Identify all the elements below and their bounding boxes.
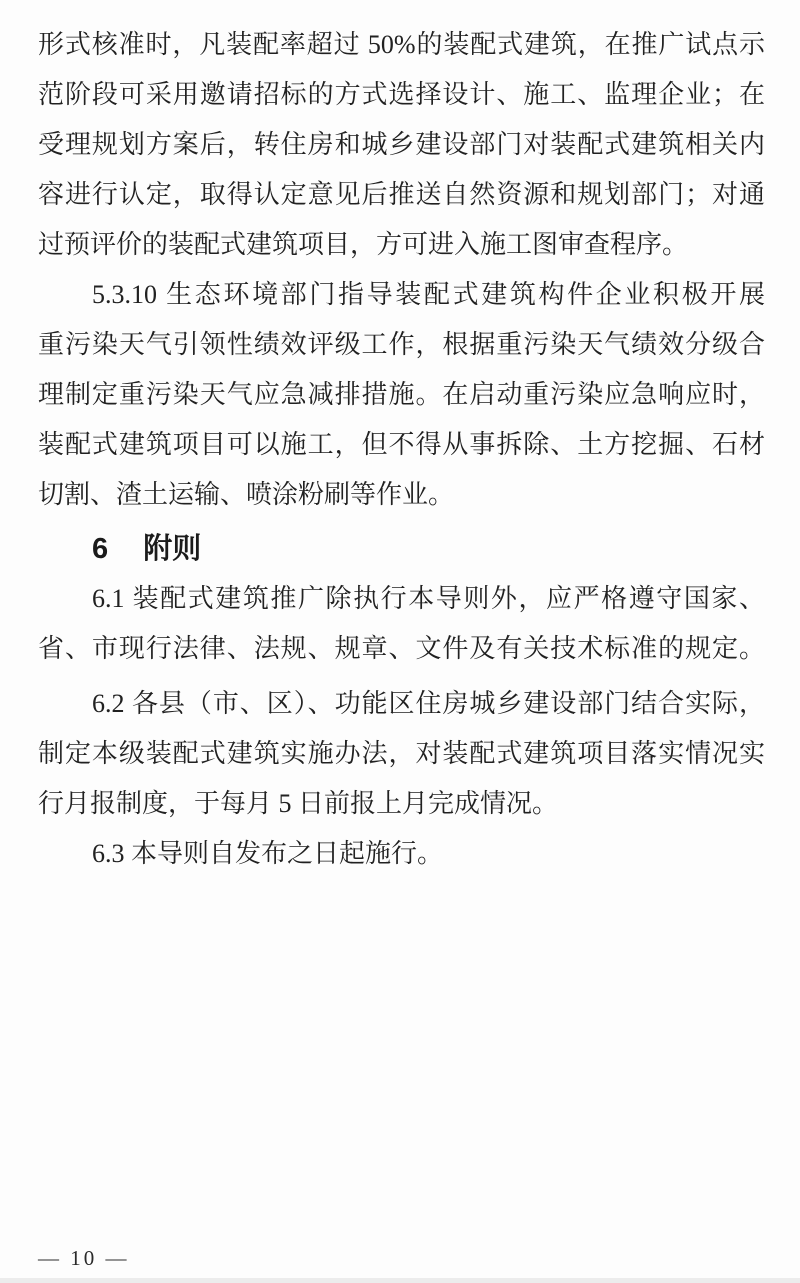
text-line clause-5-3-10: 5.3.10 生态环境部门指导装配式建筑构件企业积极开展	[92, 280, 765, 309]
text-line: 理制定重污染天气应急减排措施。在启动重污染应急响应时，	[38, 380, 765, 409]
text-line: 制定本级装配式建筑实施办法，对装配式建筑项目落实情况实	[38, 739, 765, 768]
section-title: 附则	[143, 533, 202, 565]
text-line: 重污染天气引领性绩效评级工作，根据重污染天气绩效分级合	[38, 330, 765, 359]
text-line clause-6-1: 6.1 装配式建筑推广除执行本导则外，应严格遵守国家、	[92, 584, 765, 613]
section-number: 6	[92, 533, 109, 565]
text-line: 容进行认定，取得认定意见后推送自然资源和规划部门；对通	[38, 180, 765, 209]
page-number: — 10 —	[38, 1246, 130, 1270]
text-line clause-6-3: 6.3 本导则自发布之日起施行。	[92, 839, 444, 868]
text-line: 形式核准时，凡装配率超过 50%的装配式建筑，在推广试点示	[38, 30, 765, 59]
text-line clause-6-2: 6.2 各县（市、区）、功能区住房城乡建设部门结合实际，	[92, 689, 765, 718]
text-line: 装配式建筑项目可以施工，但不得从事拆除、土方挖掘、石材	[38, 430, 765, 459]
text-line: 范阶段可采用邀请招标的方式选择设计、施工、监理企业；在	[38, 80, 765, 109]
text-line: 受理规划方案后，转住房和城乡建设部门对装配式建筑相关内	[38, 130, 765, 159]
text-line: 过预评价的装配式建筑项目，方可进入施工图审查程序。	[38, 230, 689, 259]
text-line: 行月报制度，于每月 5 日前报上月完成情况。	[38, 789, 559, 818]
document-body	[38, 20, 765, 879]
text-line: 省、市现行法律、法规、规章、文件及有关技术标准的规定。	[38, 634, 765, 663]
section-heading	[38, 524, 765, 574]
page-bottom-edge	[0, 1278, 800, 1283]
text-line: 切割、渣土运输、喷涂粉刷等作业。	[38, 480, 455, 509]
